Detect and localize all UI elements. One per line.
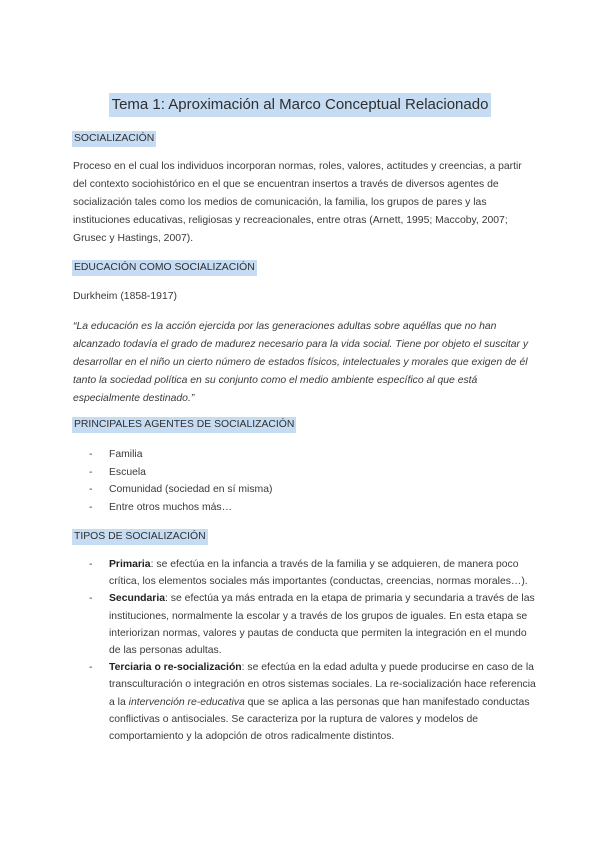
heading-agentes: PRINCIPALES AGENTES DE SOCIALIZACIÓN: [72, 417, 296, 433]
page-title: Tema 1: Aproximación al Marco Conceptual Relacionado: [109, 93, 492, 117]
dash-bullet: -: [89, 466, 93, 478]
heading-tipos: TIPOS DE SOCIALIZACIÓN: [72, 529, 208, 545]
heading-socializacion: SOCIALIZACIÓN: [72, 131, 156, 147]
paragraph-socializacion: Proceso en el cual los individuos incorporan normas, roles, valores, actitudes y creencias, a partir del contexto sociohistórico en el que se encuentran insertos a través de diversos agentes de socialización tales como los medios de comunicación, la familia, los grupos de pares y las instituciones educativas, religiosas y recreacionales, entre otras (Arnett, 1995; Maccoby, 2007; Grusec y Hastings, 2007).: [73, 161, 522, 244]
dash-bullet: -: [89, 484, 93, 495]
agents-list: [89, 446, 539, 516]
heading-educacion: EDUCACIÓN COMO SOCIALIZACIÓN: [72, 260, 257, 276]
author-line: Durkheim (1858-1917): [73, 291, 177, 302]
list-item: - Comunidad (sociedad en sí misma): [89, 481, 539, 499]
list-item-primaria: - Primaria: se efectúa en la infancia a través de la familia y se adquieren, de manera poco crítica, los elementos sociales más importantes (conductas, creencias, normas morales…).: [89, 559, 528, 588]
types-list: [89, 556, 539, 745]
list-item: - Escuela: [89, 464, 539, 482]
title-wrapper: [0, 93, 600, 117]
list-item-terciaria: - Terciaria o re-socialización: se efectúa en la edad adulta y puede producirse en caso de la transculturación o integración en otros sistemas sociales. La re-socialización hace referencia a la intervención re-educativa que se aplica a las personas que han manifestado conductas conflictivas o antisociales. Se caracteriza por la ruptura de valores y modelos de comportamiento y la adopción de otros radicalmente distintos.: [89, 662, 536, 743]
list-item: - Entre otros muchos más…: [89, 499, 539, 517]
dash-bullet: -: [89, 501, 93, 513]
list-item-secundaria: - Secundaria: se efectúa ya más entrada en la etapa de primaria y secundaria a través de las instituciones, normalmente la escolar y a través de los grupos de iguales. En esta etapa se interiorizan normas, valores y pautas de conducta que permiten la integración en el mundo de las personas adultas.: [89, 593, 535, 657]
durkheim-quote: “La educación es la acción ejercida por las generaciones adultas sobre aquéllas que no han alcanzado todavía el grado de madurez necesario para la vida social. Tiene por objeto el suscitar y desarrollar en el niño un cierto número de estados físicos, intelectuales y morales que exigen de él tanto la sociedad política en su conjunto como el medio ambiente específico al que está especialmente destinado.”: [73, 321, 529, 404]
dash-bullet: -: [89, 449, 93, 460]
list-item: - Familia: [89, 446, 539, 464]
